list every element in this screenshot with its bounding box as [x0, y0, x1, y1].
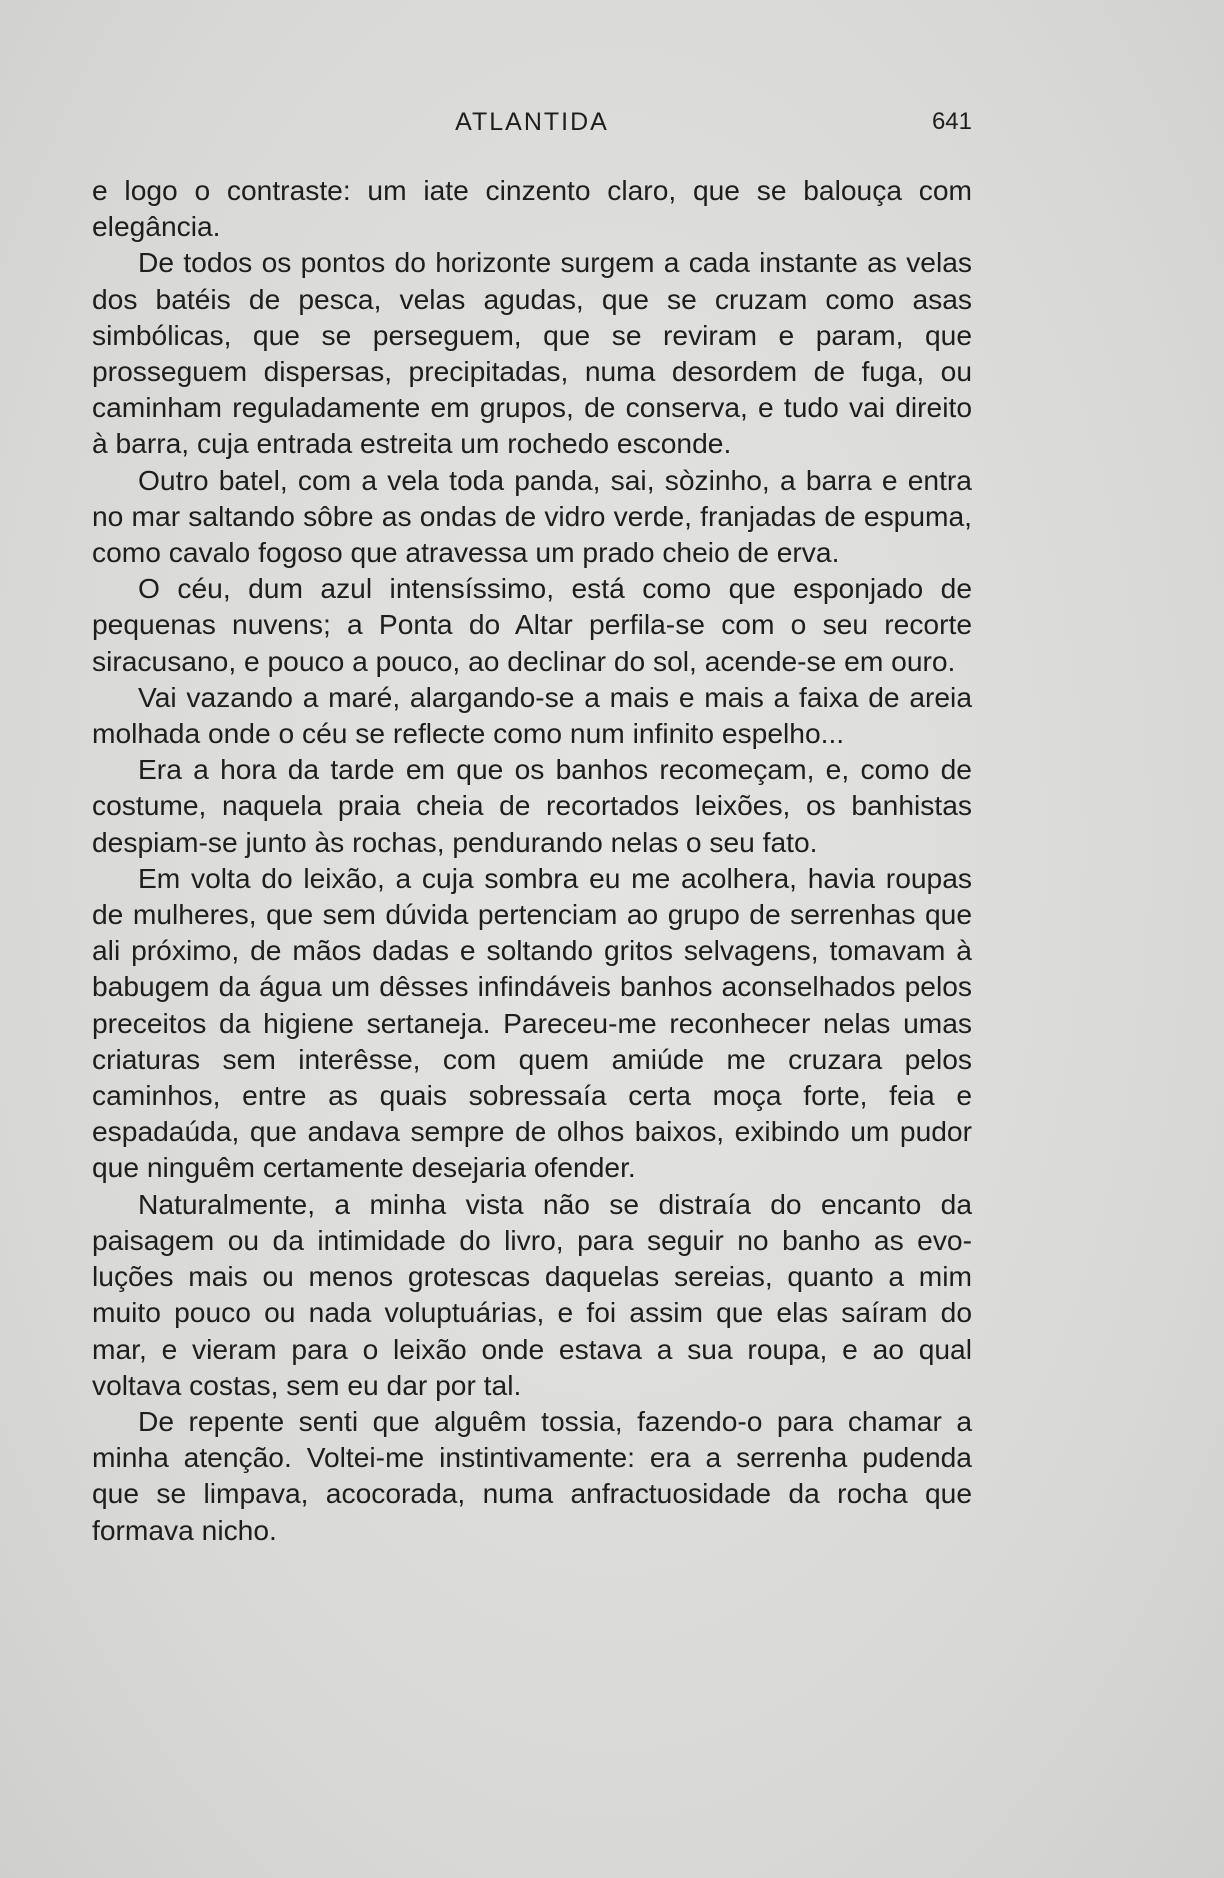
paragraph: Em volta do leixão, a cuja sombra eu me acolhera, havia roupas de mulheres, que sem dúvida pertenciam ao grupo de serrenhas que ali próximo, de mãos dadas e soltando gritos selvagens, tomavam à babugem da água um dêsses infindáveis banhos aconselhados pelos preceitos da higiene sertaneja. Pareceu-me reconhecer nelas umas criaturas sem interêsse, com quem amiúde me cruzara pelos caminhos, entre as quais sobressaía certa moça forte, feia e espadaúda, que andava sempre de olhos baixos, exibindo um pudor que ninguêm certamente desejaria ofender.: [92, 861, 972, 1184]
body-text: [92, 172, 972, 1548]
page-header: [92, 108, 972, 142]
paragraph: De todos os pontos do horizonte surgem a cada instante as velas dos batéis de pesca, velas agudas, que se cruzam como asas simbólicas, que se perseguem, que se reviram e param, que prosseguem dispersas, precipitadas, numa desordem de fuga, ou caminham reguladamente em grupos, de conserva, e tudo vai direito à barra, cuja entrada estreita um rochedo esconde.: [92, 246, 972, 460]
page-number: 641: [931, 108, 972, 135]
paragraph: De repente senti que alguêm tossia, fazendo-o para chamar a minha atenção. Voltei-me instintivamente: era a serrenha pudenda que se limpava, acocorada, numa anfractuosidade da rocha que formava nicho.: [92, 1404, 972, 1546]
paragraph: e logo o contraste: um iate cinzento claro, que se balouça com elegância.: [92, 174, 972, 243]
paragraph: O céu, dum azul intensíssimo, está como que esponjado de pequenas nuvens; a Ponta do Altar perfila-se com o seu recorte siracusano, e pouco a pouco, ao declinar do sol, acende-se em ouro.: [92, 572, 972, 677]
paragraph: Era a hora da tarde em que os banhos recomeçam, e, como de costume, naquela praia cheia de recortados leixões, os banhistas despiam-se junto às rochas, pendurando nelas o seu fato.: [92, 753, 972, 858]
paragraph: Outro batel, com a vela toda panda, sai, sòzinho, a barra e entra no mar saltando sôbre as ondas de vidro verde, franjadas de espuma, como cavalo fogoso que atravessa um prado cheio de erva.: [92, 463, 972, 569]
paragraph: Naturalmente, a minha vista não se distraía do encanto da paisagem ou da intimidade do livro, para seguir no banho as evoluções mais ou menos grotescas daquelas sereias, quanto a mim muito pouco ou nada voluptuárias, e foi assim que elas saíram do mar, e vieram para o leixão onde estava a sua roupa, e ao qual voltava costas, sem eu dar por tal.: [92, 1187, 972, 1401]
running-title: ATLANTIDA: [455, 108, 609, 136]
paragraph: Vai vazando a maré, alargando-se a mais e mais a faixa de areia molhada onde o céu se reflecte como num infinito espelho...: [92, 680, 972, 750]
